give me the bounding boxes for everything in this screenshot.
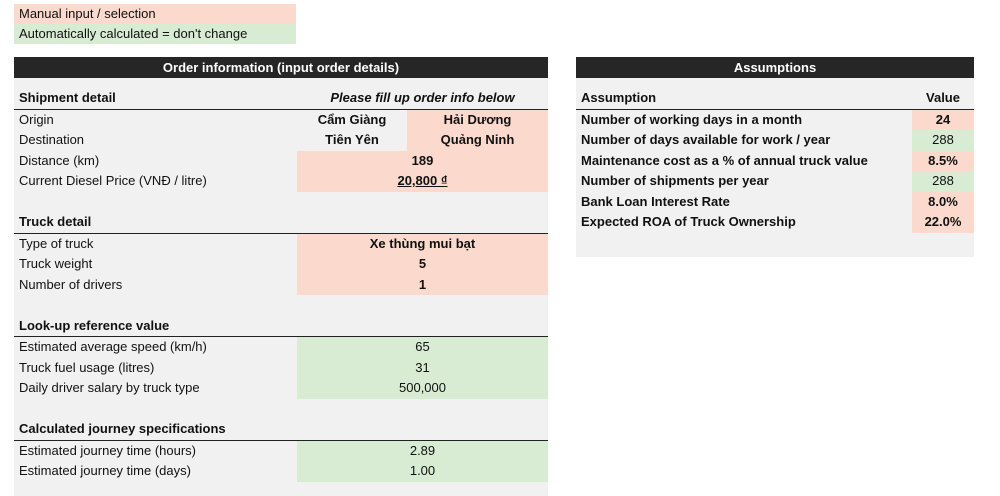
truck-type-cell[interactable]: Xe thùng mui bạt xyxy=(297,234,548,255)
journey-hours-label: Estimated journey time (hours) xyxy=(19,442,197,458)
destination-row xyxy=(14,130,548,151)
order-information-header: Order information (input order details) xyxy=(14,57,548,78)
speed-label: Estimated average speed (km/h) xyxy=(19,339,207,354)
journey-days-cell[interactable]: 1.00 xyxy=(297,461,548,482)
assumptions-header: Assumptions xyxy=(576,57,974,78)
drivers-cell[interactable]: 1 xyxy=(297,275,548,296)
assumptions-column-header-row xyxy=(576,88,974,110)
assumption-label: Expected ROA of Truck Ownership xyxy=(581,214,796,229)
assumption-value-cell[interactable]: 288 xyxy=(912,130,974,151)
distance-cell[interactable]: 189 xyxy=(297,151,548,172)
assumption-label: Number of shipments per year xyxy=(581,173,769,188)
order-information-panel xyxy=(14,57,548,496)
truck-weight-label: Truck weight xyxy=(19,256,93,271)
assumption-value-cell[interactable]: 288 xyxy=(912,171,974,192)
speed-cell[interactable]: 65 xyxy=(297,337,548,358)
assumption-row xyxy=(576,192,974,213)
assumption-value-cell[interactable]: 8.0% xyxy=(912,192,974,213)
assumption-label: Number of working days in a month xyxy=(581,111,803,127)
fuel-cell[interactable]: 31 xyxy=(297,358,548,379)
assumption-row xyxy=(576,212,974,233)
value-column-header: Value xyxy=(926,90,960,105)
assumption-value-cell[interactable]: 24 xyxy=(912,110,974,131)
fuel-row xyxy=(14,358,548,379)
journey-title: Calculated journey specifications xyxy=(19,421,226,436)
diesel-price-cell[interactable] xyxy=(297,171,548,192)
salary-cell[interactable]: 500,000 xyxy=(297,378,548,399)
distance-label: Distance (km) xyxy=(19,152,100,168)
drivers-label: Number of drivers xyxy=(19,276,123,292)
assumption-label: Number of days available for work / year xyxy=(581,132,831,147)
destination-label: Destination xyxy=(19,132,85,147)
speed-row xyxy=(14,337,548,358)
diesel-price-value: 20,800 ₫ xyxy=(397,173,448,188)
truck-weight-cell[interactable]: 5 xyxy=(297,254,548,275)
assumption-row xyxy=(576,110,974,131)
truck-weight-row xyxy=(14,254,548,275)
legend-auto: Automatically calculated = don't change xyxy=(14,24,296,44)
journey-days-label: Estimated journey time (days) xyxy=(19,463,191,478)
assumptions-panel xyxy=(576,57,974,257)
assumption-row xyxy=(576,151,974,172)
shipment-detail-title-row xyxy=(14,88,548,110)
assumption-label: Bank Loan Interest Rate xyxy=(581,193,730,209)
destination-province-cell[interactable]: Quảng Ninh xyxy=(407,130,548,151)
legend-manual: Manual input / selection xyxy=(14,4,296,24)
assumption-row xyxy=(576,130,974,151)
distance-row xyxy=(14,151,548,172)
origin-province-cell[interactable]: Hải Dương xyxy=(407,110,548,131)
truck-type-label: Type of truck xyxy=(19,235,94,251)
truck-type-row xyxy=(14,234,548,255)
journey-title-row xyxy=(14,419,548,441)
destination-district-cell[interactable]: Tiên Yên xyxy=(325,132,379,147)
assumption-label: Maintenance cost as a % of annual truck value xyxy=(581,152,868,168)
assumption-row xyxy=(576,171,974,192)
assumption-column-header: Assumption xyxy=(581,90,657,105)
journey-hours-cell[interactable]: 2.89 xyxy=(297,441,548,462)
lookup-title-row xyxy=(14,316,548,338)
truck-detail-title-row xyxy=(14,212,548,234)
drivers-row xyxy=(14,275,548,296)
diesel-price-label: Current Diesel Price (VNĐ / litre) xyxy=(19,173,207,188)
truck-detail-title: Truck detail xyxy=(19,214,92,229)
assumption-value-cell[interactable]: 8.5% xyxy=(912,151,974,172)
shipment-detail-title: Shipment detail xyxy=(19,90,116,105)
salary-row xyxy=(14,378,548,399)
lookup-title: Look-up reference value xyxy=(19,317,170,333)
fuel-label: Truck fuel usage (litres) xyxy=(19,359,155,375)
origin-label: Origin xyxy=(19,111,54,127)
diesel-price-row xyxy=(14,171,548,192)
journey-days-row xyxy=(14,461,548,482)
journey-hours-row xyxy=(14,441,548,462)
origin-row xyxy=(14,110,548,131)
origin-district-cell[interactable]: Cẩm Giàng xyxy=(317,111,387,127)
salary-label: Daily driver salary by truck type xyxy=(19,380,200,395)
assumption-value-cell[interactable]: 22.0% xyxy=(912,212,974,233)
shipment-detail-subtitle: Please fill up order info below xyxy=(330,90,515,105)
legend xyxy=(14,4,296,44)
